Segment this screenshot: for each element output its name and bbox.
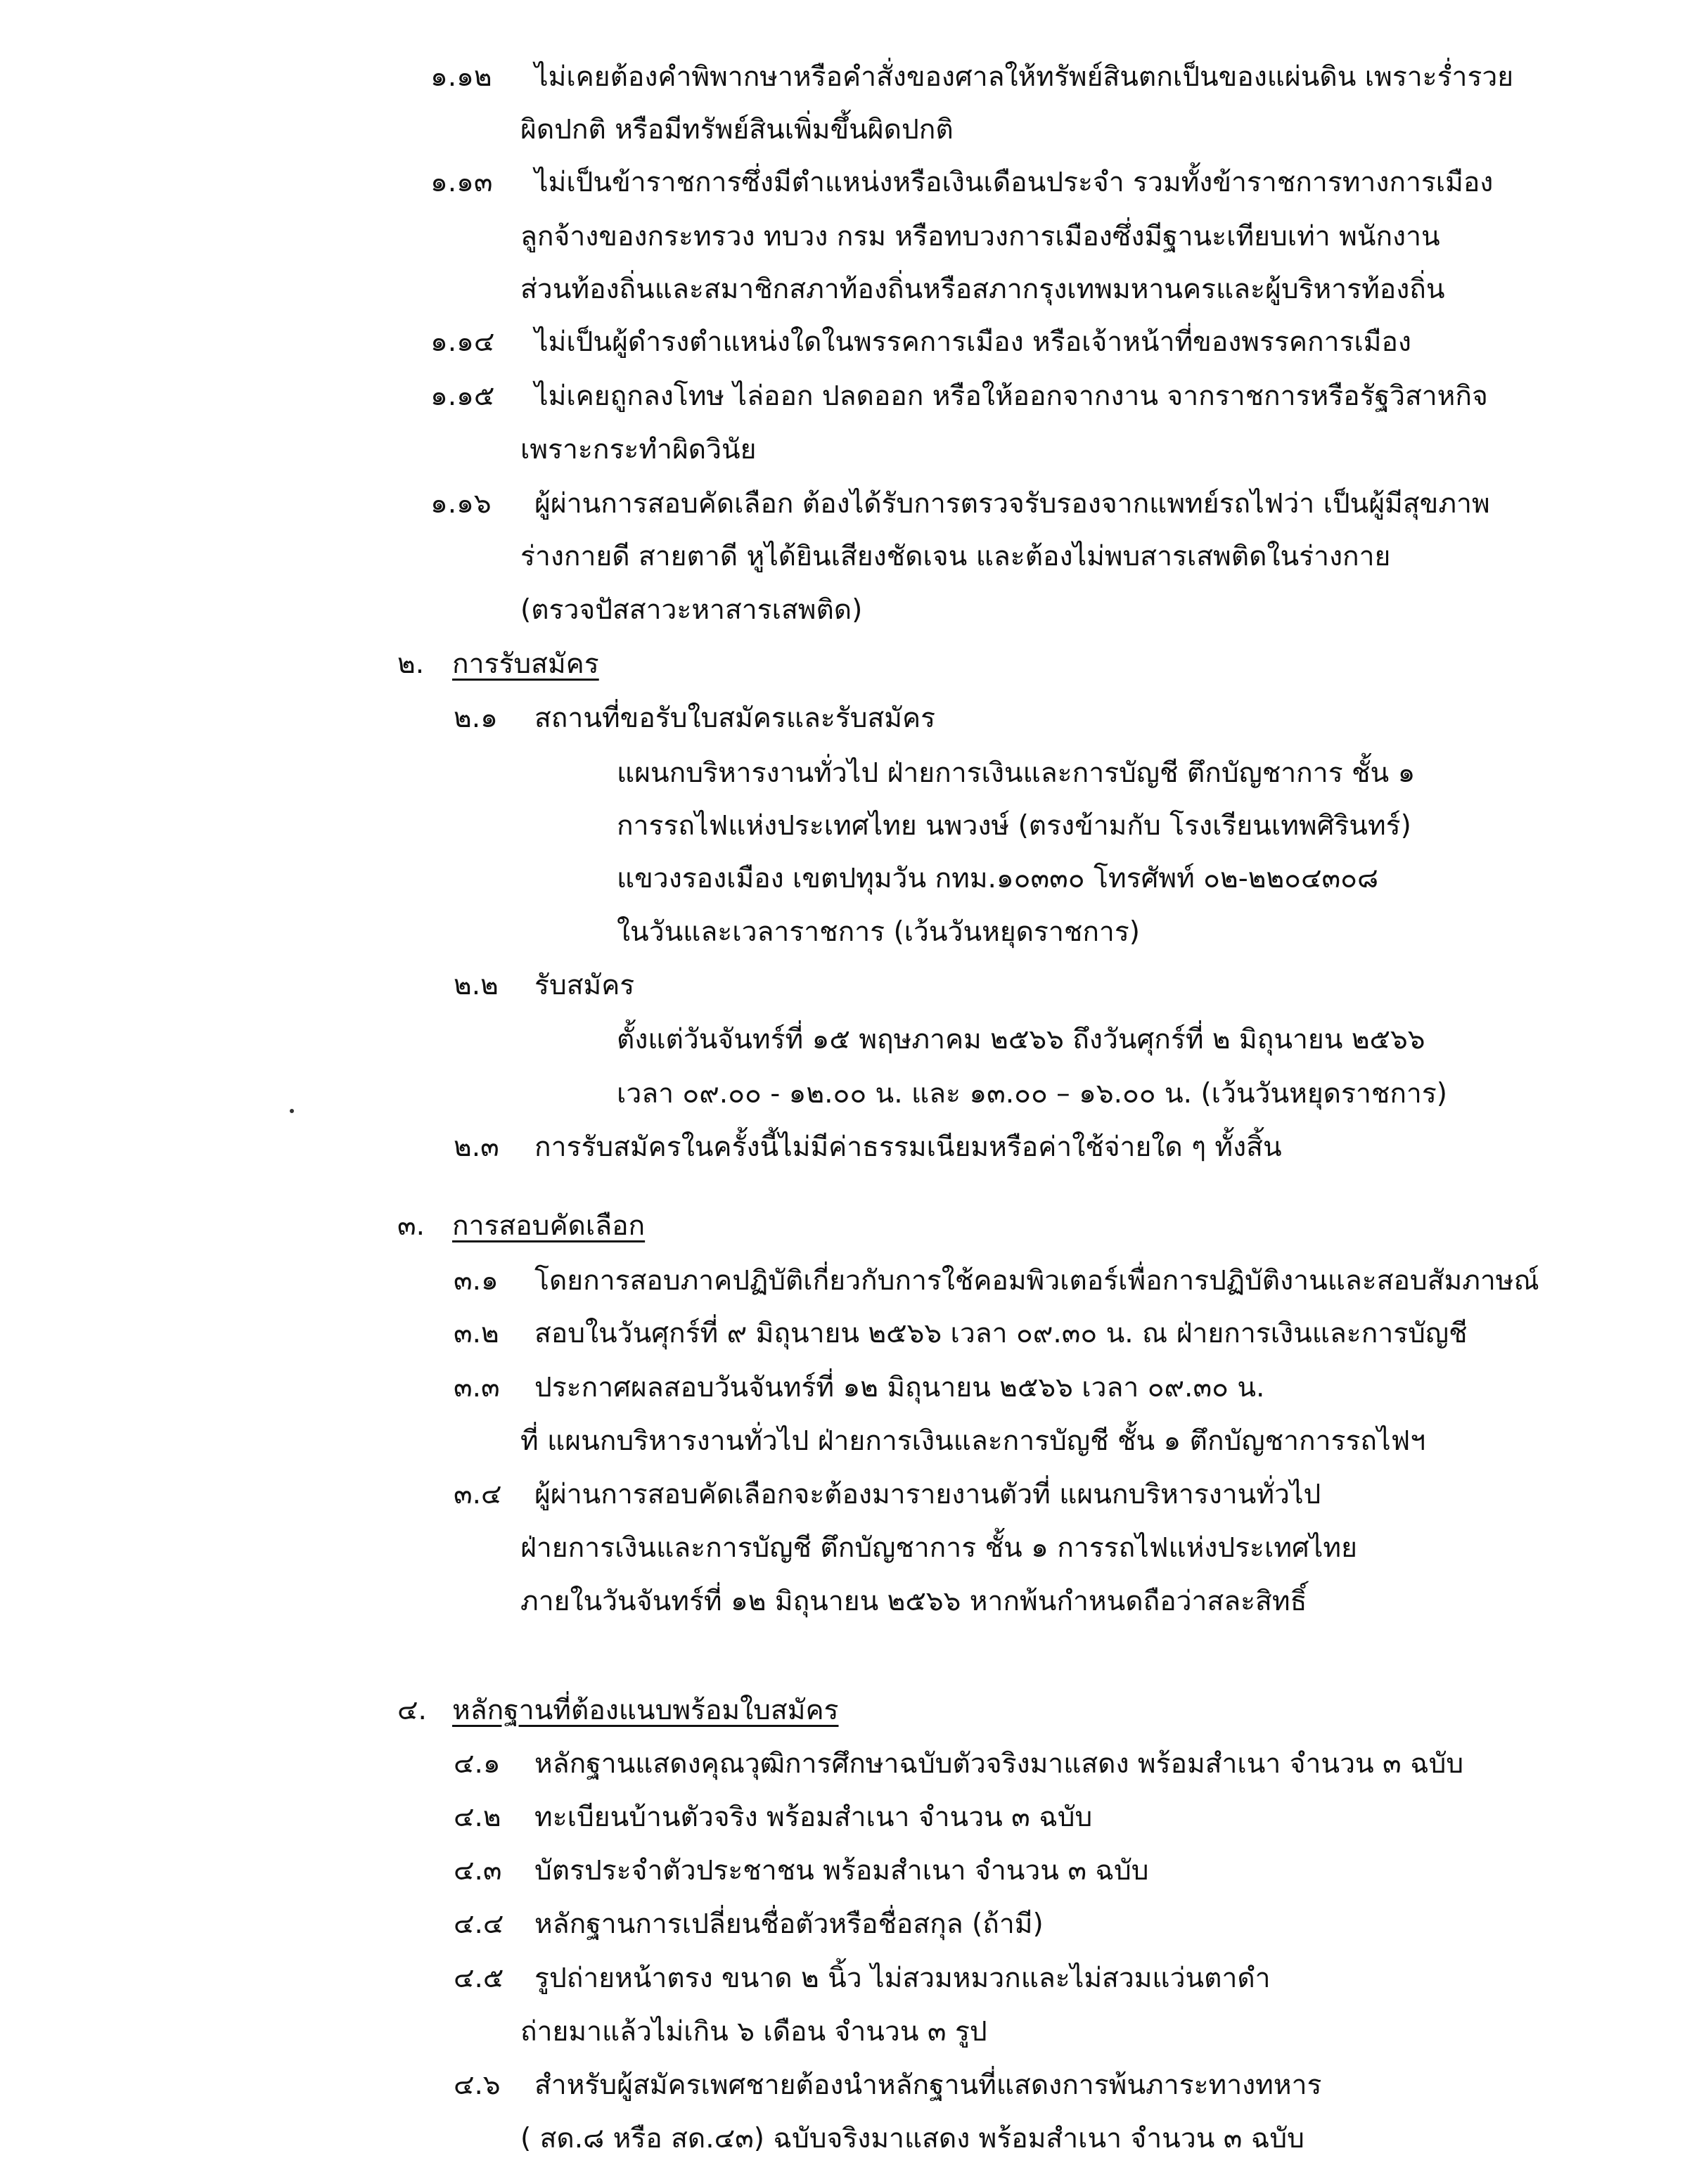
item-number: ๑.๑๓ [430, 167, 493, 198]
item-number: ๓.๔ [454, 1479, 502, 1510]
item-number: ๒.๓ [454, 1131, 499, 1163]
item-text: รับสมัคร [534, 970, 635, 1001]
item-text: ลูกจ้างของกระทรวง ทบวง กรม หรือทบวงการเมืองซึ่งมีฐานะเทียบเท่า พนักงาน [520, 221, 1440, 252]
item-text: ไม่เป็นข้าราชการซึ่งมีตำแหน่งหรือเงินเดือนประจำ รวมทั้งข้าราชการทางการเมือง [534, 167, 1494, 198]
item-number: ๑.๑๒ [430, 61, 492, 93]
item-text: ไม่เคยต้องคำพิพากษาหรือคำสั่งของศาลให้ทรัพย์สินตกเป็นของแผ่นดิน เพราะร่ำรวย [534, 61, 1514, 93]
item-text: สำหรับผู้สมัครเพศชายต้องนำหลักฐานที่แสดงการพ้นภาระทางทหาร [534, 2069, 1322, 2101]
item-text: รูปถ่ายหน้าตรง ขนาด ๒ นิ้ว ไม่สวมหมวกและไม่สวมแว่นตาดำ [534, 1963, 1271, 1994]
item-number: ๓.๒ [454, 1318, 499, 1349]
item-text: ไม่เป็นผู้ดำรงตำแหน่งใดในพรรคการเมือง หรือเจ้าหน้าที่ของพรรคการเมือง [534, 326, 1411, 358]
item-detail: แขวงรองเมือง เขตปทุมวัน กทม.๑๐๓๓๐ โทรศัพท์ ๐๒-๒๒๐๔๓๐๘ [617, 863, 1379, 894]
item-detail: ในวันและเวลาราชการ (เว้นวันหยุดราชการ) [617, 916, 1140, 948]
item-text: หลักฐานแสดงคุณวุฒิการศึกษาฉบับตัวจริงมาแสดง พร้อมสำเนา จำนวน ๓ ฉบับ [534, 1748, 1464, 1780]
item-number: ๓.๑ [454, 1265, 499, 1297]
item-text: สอบในวันศุกร์ที่ ๙ มิถุนายน ๒๕๖๖ เวลา ๐๙.๓๐ น. ณ ฝ่ายการเงินและการบัญชี [534, 1318, 1468, 1349]
item-text: เพราะกระทำผิดวินัย [520, 434, 757, 465]
item-text: ผู้ผ่านการสอบคัดเลือก ต้องได้รับการตรวจรับรองจากแพทย์รถไฟว่า เป็นผู้มีสุขภาพ [534, 488, 1490, 520]
item-text: ถ่ายมาแล้วไม่เกิน ๖ เดือน จำนวน ๓ รูป [520, 2016, 987, 2048]
scan-speck [290, 1109, 294, 1113]
item-text: ประกาศผลสอบวันจันทร์ที่ ๑๒ มิถุนายน ๒๕๖๖ เวลา ๐๙.๓๐ น. [534, 1372, 1265, 1403]
item-text: ผู้ผ่านการสอบคัดเลือกจะต้องมารายงานตัวที่ แผนกบริหารงานทั่วไป [534, 1479, 1321, 1510]
section-number: ๓. [397, 1210, 425, 1242]
item-number: ๔.๒ [454, 1801, 501, 1833]
item-number: ๒.๒ [454, 970, 499, 1001]
item-text: การรับสมัครในครั้งนี้ไม่มีค่าธรรมเนียมหรือค่าใช้จ่ายใด ๆ ทั้งสิ้น [534, 1131, 1282, 1163]
item-detail: เวลา ๐๙.๐๐ - ๑๒.๐๐ น. และ ๑๓.๐๐ – ๑๖.๐๐ น. (เว้นวันหยุดราชการ) [617, 1078, 1447, 1110]
section-title: การสอบคัดเลือก [452, 1210, 646, 1242]
item-text: (ตรวจปัสสาวะหาสารเสพติด) [520, 594, 863, 626]
item-text: สถานที่ขอรับใบสมัครและรับสมัคร [534, 702, 936, 734]
item-text: ภายในวันจันทร์ที่ ๑๒ มิถุนายน ๒๕๖๖ หากพ้นกำหนดถือว่าสละสิทธิ์ [520, 1586, 1307, 1617]
item-number: ๓.๓ [454, 1372, 500, 1403]
item-number: ๑.๑๔ [430, 326, 495, 358]
item-text: ร่างกายดี สายตาดี หูได้ยินเสียงชัดเจน และต้องไม่พบสารเสพติดในร่างกาย [520, 541, 1391, 572]
section-title: การรับสมัคร [452, 648, 599, 680]
item-detail: ตั้งแต่วันจันทร์ที่ ๑๕ พฤษภาคม ๒๕๖๖ ถึงวันศุกร์ที่ ๒ มิถุนายน ๒๕๖๖ [617, 1024, 1425, 1055]
item-number: ๑.๑๖ [430, 488, 492, 520]
item-text: ( สด.๘ หรือ สด.๔๓) ฉบับจริงมาแสดง พร้อมสำเนา จำนวน ๓ ฉบับ [520, 2123, 1304, 2154]
item-text: ผิดปกติ หรือมีทรัพย์สินเพิ่มขึ้นผิดปกติ [520, 114, 954, 146]
item-number: ๔.๕ [454, 1963, 504, 1994]
item-number: ๒.๑ [454, 702, 498, 734]
section-number: ๒. [397, 648, 425, 680]
item-text: ที่ แผนกบริหารงานทั่วไป ฝ่ายการเงินและการบัญชี ชั้น ๑ ตึกบัญชาการรถไฟฯ [520, 1425, 1426, 1457]
item-number: ๔.๑ [454, 1748, 501, 1780]
item-text: ส่วนท้องถิ่นและสมาชิกสภาท้องถิ่นหรือสภากรุงเทพมหานครและผู้บริหารท้องถิ่น [520, 274, 1445, 305]
item-text: หลักฐานการเปลี่ยนชื่อตัวหรือชื่อสกุล (ถ้ามี) [534, 1908, 1044, 1940]
item-text: บัตรประจำตัวประชาชน พร้อมสำเนา จำนวน ๓ ฉบับ [534, 1855, 1149, 1887]
section-title: หลักฐานที่ต้องแนบพร้อมใบสมัคร [452, 1695, 839, 1726]
item-number: ๔.๖ [454, 2069, 501, 2101]
item-text: โดยการสอบภาคปฏิบัติเกี่ยวกับการใช้คอมพิวเตอร์เพื่อการปฏิบัติงานและสอบสัมภาษณ์ [534, 1265, 1539, 1297]
item-number: ๔.๓ [454, 1855, 502, 1887]
section-number: ๔. [397, 1695, 427, 1726]
item-text: ฝ่ายการเงินและการบัญชี ตึกบัญชาการ ชั้น ๑ การรถไฟแห่งประเทศไทย [520, 1532, 1357, 1564]
item-number: ๑.๑๕ [430, 380, 495, 412]
item-detail: การรถไฟแห่งประเทศไทย นพวงษ์ (ตรงข้ามกับ โรงเรียนเทพศิรินทร์) [617, 810, 1411, 842]
item-text: ทะเบียนบ้านตัวจริง พร้อมสำเนา จำนวน ๓ ฉบับ [534, 1801, 1093, 1833]
item-text: ไม่เคยถูกลงโทษ ไล่ออก ปลดออก หรือให้ออกจากงาน จากราชการหรือรัฐวิสาหกิจ [534, 380, 1488, 412]
item-detail: แผนกบริหารงานทั่วไป ฝ่ายการเงินและการบัญชี ตึกบัญชาการ ชั้น ๑ [617, 757, 1416, 789]
item-number: ๔.๔ [454, 1908, 504, 1940]
